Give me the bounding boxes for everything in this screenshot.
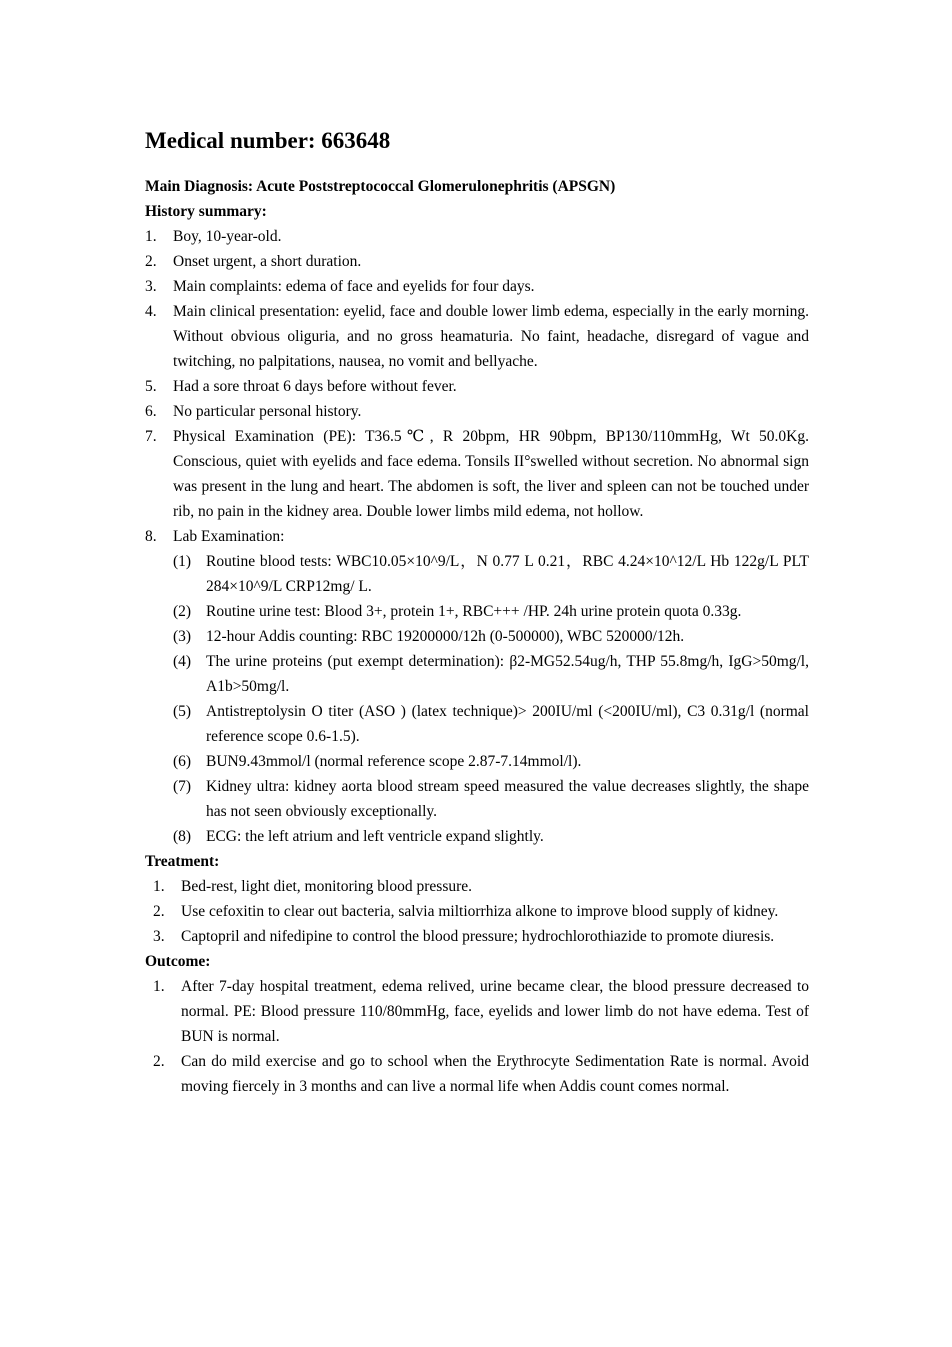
lab-text: Antistreptolysin O titer (ASO ) (latex technique)> 200IU/ml (<200IU/ml), C3 0.31g/l (normal reference scope 0.6-1.5). [206,703,809,745]
treatment-heading: Treatment: [145,853,220,870]
item-number: 4. [145,303,157,320]
item-number: 1. [145,228,157,245]
lab-item [173,824,809,849]
lab-item [173,749,809,774]
item-text: Main complaints: edema of face and eyelids for four days. [173,278,535,295]
lab-number: (4) [173,653,192,670]
item-text: Captopril and nifedipine to control the blood pressure; hydrochlorothiazide to promote diuresis. [181,928,775,945]
list-item [145,249,809,274]
lab-text: Routine blood tests: WBC10.05×10^9/L，N 0.77 L 0.21，RBC 4.24×10^12/L Hb 122g/L PLT 284×10^9/L CRP12mg/ L. [206,553,809,595]
item-text: Lab Examination: [173,528,285,545]
item-text: Physical Examination (PE): T36.5℃, R 20bpm, HR 90bpm, BP130/110mmHg, Wt 50.0Kg. Conscious, quiet with eyelids and face edema. Tonsils II°swelled without secretion. No abnormal sign was present in the lung and heart. The abdomen is soft, the liver and spleen can not be touched under rib, no pain in the kidney area. Double lower limbs mild edema, not hollow. [173,428,809,520]
lab-item [173,599,809,624]
item-text: Can do mild exercise and go to school when the Erythrocyte Sedimentation Rate is normal. Avoid moving fiercely in 3 months and can live a normal life when Addis count comes normal. [181,1053,809,1095]
lab-item [173,699,809,749]
lab-number: (7) [173,778,192,795]
item-text: Onset urgent, a short duration. [173,253,362,270]
lab-text: Kidney ultra: kidney aorta blood stream speed measured the value decreases slightly, the shape has not seen obviously exceptionally. [206,778,809,820]
item-text: Use cefoxitin to clear out bacteria, salvia miltiorrhiza alkone to improve blood supply of kidney. [181,903,779,920]
list-item [145,1049,809,1099]
item-text: Main clinical presentation: eyelid, face and double lower limb edema, especially in the early morning. Without obvious oliguria, and no gross heamaturia. No faint, headache, disregard of vague and twitching, no palpitations, nausea, no vomit and bellyache. [173,303,809,370]
item-text: After 7-day hospital treatment, edema relived, urine became clear, the blood pressure decreased to normal. PE: Blood pressure 110/80mmHg, face, eyelids and lower limb do not have edema. Test of BUN is normal. [181,978,809,1045]
lab-text: 12-hour Addis counting: RBC 19200000/12h (0-500000), WBC 520000/12h. [206,628,685,645]
main-diagnosis: Main Diagnosis: Acute Poststreptococcal Glomerulonephritis (APSGN) [145,178,616,195]
list-item [145,874,809,899]
outcome-heading: Outcome: [145,953,211,970]
item-text: Boy, 10-year-old. [173,228,282,245]
page-title: Medical number: 663648 [145,128,391,153]
lab-item [173,624,809,649]
item-number: 3. [145,278,157,295]
lab-number: (8) [173,828,192,845]
list-item [145,974,809,1049]
outcome-list [145,974,809,1099]
item-number: 7. [145,428,157,445]
list-item [145,399,809,424]
item-text: Had a sore throat 6 days before without fever. [173,378,457,395]
lab-item [173,774,809,824]
lab-item [173,649,809,699]
lab-number: (5) [173,703,192,720]
treatment-list [145,874,809,949]
list-item [145,274,809,299]
lab-text: ECG: the left atrium and left ventricle expand slightly. [206,828,544,845]
history-heading: History summary: [145,203,267,220]
lab-list [173,549,809,849]
list-item [145,374,809,399]
item-number: 6. [145,403,157,420]
list-item [145,424,809,524]
item-number: 2. [153,903,165,920]
item-text: No particular personal history. [173,403,362,420]
list-item [145,299,809,374]
item-number: 1. [153,978,165,995]
item-number: 2. [153,1053,165,1070]
list-item [145,924,809,949]
item-number: 5. [145,378,157,395]
list-item [145,524,809,849]
list-item [145,899,809,924]
lab-item [173,549,809,599]
lab-number: (3) [173,628,192,645]
item-number: 3. [153,928,165,945]
history-list [145,224,809,849]
lab-text: Routine urine test: Blood 3+, protein 1+, RBC+++ /HP. 24h urine protein quota 0.33g. [206,603,742,620]
lab-number: (6) [173,753,192,770]
lab-number: (2) [173,603,192,620]
lab-number: (1) [173,553,192,570]
item-number: 8. [145,528,157,545]
list-item [145,224,809,249]
lab-text: BUN9.43mmol/l (normal reference scope 2.87-7.14mmol/l). [206,753,582,770]
item-number: 2. [145,253,157,270]
lab-text: The urine proteins (put exempt determination): β2-MG52.54ug/h, THP 55.8mg/h, IgG>50mg/l, A1b>50mg/l. [206,653,809,695]
item-number: 1. [153,878,165,895]
item-text: Bed-rest, light diet, monitoring blood pressure. [181,878,473,895]
